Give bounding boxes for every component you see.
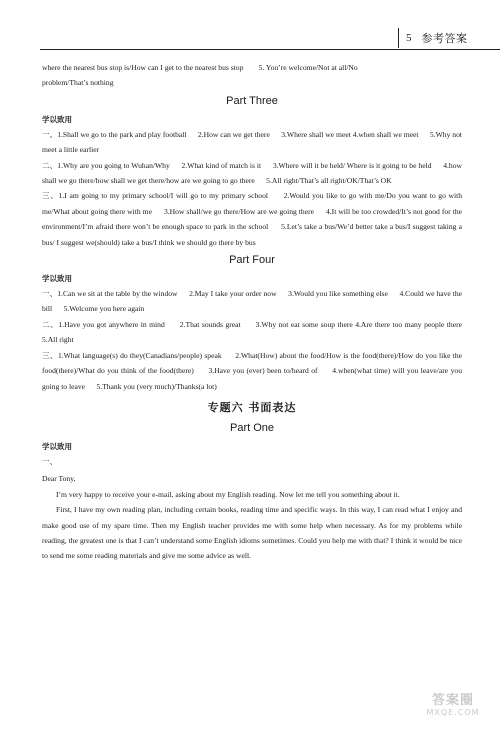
letter-para-2: First, I have my own reading plan, including certain books, reading time and specific ways. In this way, I can read what I enjoy and make good use of my spare time. Then my English teacher provides me with some help when necessary. As for my problems while reading, the greatest one is that I can’t understand some English idioms sometimes. Could you help me with that? I think it would be nice to send me some reading materials and give me some advice as well.: [42, 505, 464, 561]
part-three-title: Part Three: [226, 94, 278, 107]
part-four-para-3: 三、1.What language(s) do they(Canadians/people) speak 2.What(How) about the food/How is the food(there)/How do you like the food(there)/What do you think of the food(there) 3.Have you (ever) been to/heard of 4.when(what time) will you leave/are you going to leave 5.Thank you (very much)/Thanks(a lot): [42, 350, 464, 391]
topic-six-subhead: 学以致用: [42, 441, 72, 451]
continuation-line-2: problem/That’s nothing: [42, 78, 114, 88]
page-number: 5: [406, 32, 412, 44]
letter-salutation: Dear Tony,: [42, 474, 76, 484]
section-mark: 一、: [42, 456, 58, 466]
part-three-para-3: 三、1.I am going to my primary school/I will go to my primary school 2.Would you like to go with me/Do you want to go with me/What about going there with me 3.How shall/we go there/How are we going there 4.It will be too crowded/It’s not good for the environment/I’m afraid there won’t be enough space to park in the school 5.Let’s take a bus/We’d better take a bus/I suggest taking a bus/ I suggest we(should) take a bus/I think we should go there by bus: [42, 191, 464, 247]
header-rule: [40, 49, 500, 50]
part-three-para-2: 二、1.Why are you going to Wuhan/Why 2.What kind of match is it 3.Where will it be held/ Where is it going to be held 4.how shall we go there/how shall we get there/how are we going to go there 5.All right/That’s all right/OK/That’s OK: [42, 160, 464, 186]
topic-six-part-title: Part One: [229, 421, 275, 434]
part-four-para-1: 一、1.Can we sit at the table by the window 2.May I take your order now 3.Would you like something else 4.Could we have the bill 5.Welcome you here again: [42, 289, 464, 314]
part-four-subhead: 学以致用: [42, 274, 72, 284]
part-four-title: Part Four: [229, 254, 275, 267]
watermark-sub: MXQE.COM: [426, 708, 480, 717]
watermark-main: 答案圈: [431, 693, 474, 708]
page-body: [42, 60, 474, 564]
part-three-subhead: 学以致用: [42, 114, 72, 124]
watermark-logo: [418, 695, 488, 721]
part-three-para-1: 一、1.Shall we go to the park and play football 2.How can we get there 3.Where shall we meet 4.when shall we meet 5.Why not meet a little earlier: [42, 129, 464, 155]
topic-six-title: 专题六 书面表达: [207, 400, 297, 414]
letter-para-1: I’m very happy to receive your e-mail, asking about my English reading. Now let me tell you something about it.: [56, 489, 400, 499]
continuation-line-1: where the nearest bus stop is/How can I get to the nearest bus stop 5. You’re welcome/Not at all/No: [42, 63, 358, 72]
header-title: 参考答案: [421, 32, 468, 45]
page-header: [398, 28, 500, 48]
part-four-para-2: 二、1.Have you got anywhere in mind 2.That sounds great 3.Why not eat some soup there 4.Are there too many people there 5.All right: [42, 319, 474, 345]
